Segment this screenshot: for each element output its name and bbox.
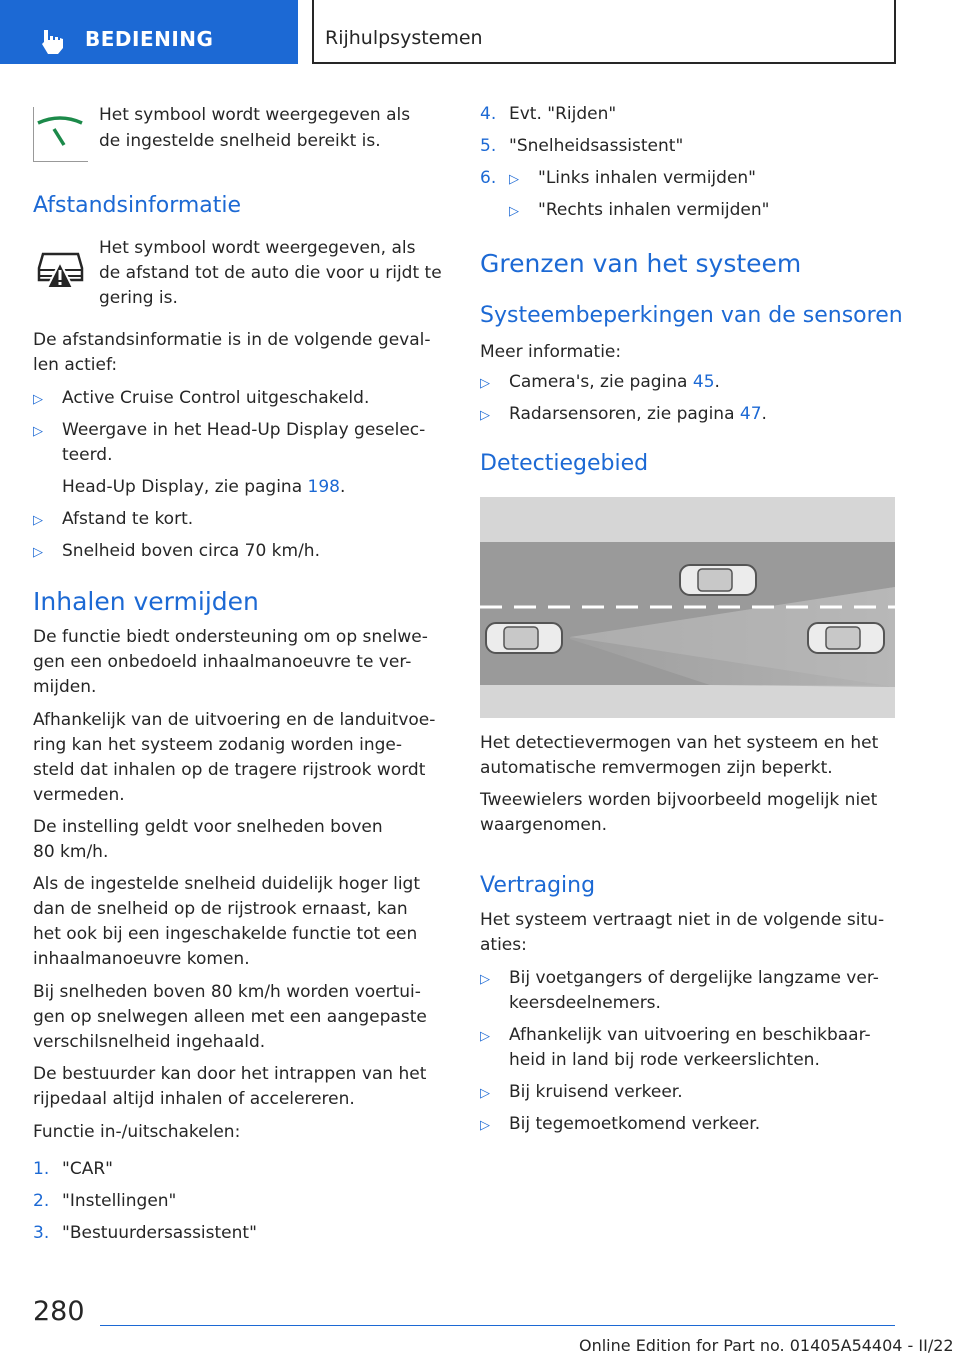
hud-reference: Head-Up Display, zie pagina 198. [62, 477, 346, 497]
vert-intro-line2: aties: [480, 935, 527, 955]
hand-pointer-icon [36, 26, 66, 56]
meer-informatie: Meer informatie: [480, 342, 622, 362]
heading-grenzen: Grenzen van het systeem [480, 249, 802, 278]
header-section-tab [0, 0, 298, 64]
inhalen-p1-line3: mijden. [33, 677, 97, 697]
list-item: ▷ Bij tegemoetkomend verkeer. [480, 1112, 895, 1137]
bullet-triangle-icon: ▷ [480, 1086, 490, 1101]
footer-divider [100, 1325, 895, 1326]
inhalen-p4-line3: het ook bij een ingeschakelde functie tot een [33, 924, 418, 944]
symbol1-line1: Het symbool wordt weergegeven als [99, 105, 411, 125]
bullet-triangle-icon: ▷ [33, 545, 43, 560]
speed-arc-icon [34, 107, 89, 162]
page-number: 280 [33, 1296, 85, 1327]
symbol2-line3: gering is. [99, 288, 178, 308]
list-item: ▷ Afhankelijk van uitvoering en beschikbaar- heid in land bij rode verkeerslichten. [480, 1025, 871, 1070]
inhalen-p1-line2: gen een onbedoeld inhaalmanoeuvre te ver- [33, 652, 412, 672]
symbol2-line2: de afstand tot de auto die voor u rijdt te [99, 263, 442, 283]
step-item: 6. ▷ "Links inhalen vermijden" [480, 166, 895, 191]
edition-text: Online Edition for Part no. 01405A54404 - II/22 [579, 1336, 954, 1355]
section-title: BEDIENING [85, 27, 214, 51]
bullet-triangle-icon: ▷ [480, 376, 490, 391]
heading-vertraging: Vertraging [480, 873, 596, 898]
speed-reached-symbol [33, 107, 88, 162]
list-item: ▷ Snelheid boven circa 70 km/h. [33, 539, 448, 564]
detect-p2-line2: waargenomen. [480, 815, 608, 835]
step-item: 1. "CAR" [33, 1159, 113, 1179]
chapter-title: Rijhulpsystemen [325, 27, 483, 49]
symbol1-line2: de ingestelde snelheid bereikt is. [99, 131, 381, 151]
bullet-triangle-icon: ▷ [33, 513, 43, 528]
step-item: 3. "Bestuurdersassistent" [33, 1223, 257, 1243]
detection-area-illustration [480, 497, 895, 718]
inhalen-p6-line2: rijpedaal altijd inhalen of accelereren. [33, 1089, 355, 1109]
list-item: ▷ Afstand te kort. [33, 507, 448, 532]
heading-inhalen-vermijden: Inhalen vermijden [33, 587, 259, 616]
inhalen-p1-line1: De functie biedt ondersteuning om op snelwe- [33, 627, 428, 647]
distance-warning-icon [33, 240, 88, 295]
car-left-icon [486, 623, 562, 653]
inhalen-p5-line3: verschilsnelheid ingehaald. [33, 1032, 266, 1052]
list-item: ▷ Radarsensoren, zie pagina 47. [480, 402, 895, 427]
inhalen-p6-line1: De bestuurder kan door het intrappen van het [33, 1064, 427, 1084]
bullet-triangle-icon: ▷ [509, 172, 519, 187]
list-item: ▷ Camera's, zie pagina 45. [480, 370, 895, 395]
inhalen-p7: Functie in-/uitschakelen: [33, 1122, 241, 1142]
list-item: ▷ Active Cruise Control uitgeschakeld. [33, 386, 448, 411]
list-item: ▷ "Rechts inhalen vermijden" [509, 198, 894, 223]
step-item: 5. "Snelheidsassistent" [480, 136, 684, 156]
inhalen-p5-line2: gen op snelwegen alleen met een aangepaste [33, 1007, 427, 1027]
car-right-icon [808, 623, 884, 653]
bullet-triangle-icon: ▷ [33, 392, 43, 407]
inhalen-p4-line2: dan de snelheid op de rijstrook ernaast, kan [33, 899, 408, 919]
list-item: ▷ Bij voetgangers of dergelijke langzame ver- keersdeelnemers. [480, 968, 879, 1013]
page-link-45[interactable]: 45 [692, 372, 715, 392]
car-top-icon [680, 565, 756, 595]
bullet-triangle-icon: ▷ [480, 408, 490, 423]
detect-p1-line2: automatische remvermogen zijn beperkt. [480, 758, 833, 778]
inhalen-p2-line1: Afhankelijk van de uitvoering en de landuitvoe- [33, 710, 436, 730]
inhalen-p4-line4: inhaalmanoeuvre komen. [33, 949, 250, 969]
page-link-47[interactable]: 47 [739, 404, 762, 424]
list-item-continuation: teerd. [62, 445, 113, 465]
inhalen-p3-line2: 80 km/h. [33, 842, 109, 862]
detect-p1-line1: Het detectievermogen van het systeem en het [480, 733, 879, 753]
page-link-198[interactable]: 198 [307, 477, 340, 497]
inhalen-p4-line1: Als de ingestelde snelheid duidelijk hoger ligt [33, 874, 421, 894]
step-item: 4. Evt. "Rijden" [480, 104, 617, 124]
inhalen-p2-line2: ring kan het systeem zodanig worden inge- [33, 735, 402, 755]
bullet-triangle-icon: ▷ [480, 1029, 490, 1044]
step-item: 2. "Instellingen" [33, 1191, 177, 1211]
bullet-triangle-icon: ▷ [480, 972, 490, 987]
inhalen-p3-line1: De instelling geldt voor snelheden boven [33, 817, 383, 837]
afstand-intro-line1: De afstandsinformatie is in de volgende geval- [33, 330, 431, 350]
heading-afstandsinformatie: Afstandsinformatie [33, 193, 242, 218]
detect-p2-line1: Tweewielers worden bijvoorbeeld mogelijk niet [480, 790, 878, 810]
inhalen-p2-line4: vermeden. [33, 785, 125, 805]
vert-intro-line1: Het systeem vertraagt niet in de volgende situ- [480, 910, 885, 930]
bullet-triangle-icon: ▷ [480, 1118, 490, 1133]
inhalen-p2-line3: steld dat inhalen op de tragere rijstrook wordt [33, 760, 426, 780]
heading-detectiegebied: Detectiegebied [480, 451, 649, 476]
symbol2-line1: Het symbool wordt weergegeven, als [99, 238, 416, 258]
inhalen-p5-line1: Bij snelheden boven 80 km/h worden voertui- [33, 982, 421, 1002]
heading-systeembeperkingen: Systeembeperkingen van de sensoren [480, 303, 903, 328]
list-item: ▷ Bij kruisend verkeer. [480, 1080, 895, 1105]
list-item: ▷ Weergave in het Head-Up Display geselec- [33, 418, 448, 443]
bullet-triangle-icon: ▷ [33, 424, 43, 439]
afstand-intro-line2: len actief: [33, 355, 118, 375]
bullet-triangle-icon: ▷ [509, 204, 519, 219]
